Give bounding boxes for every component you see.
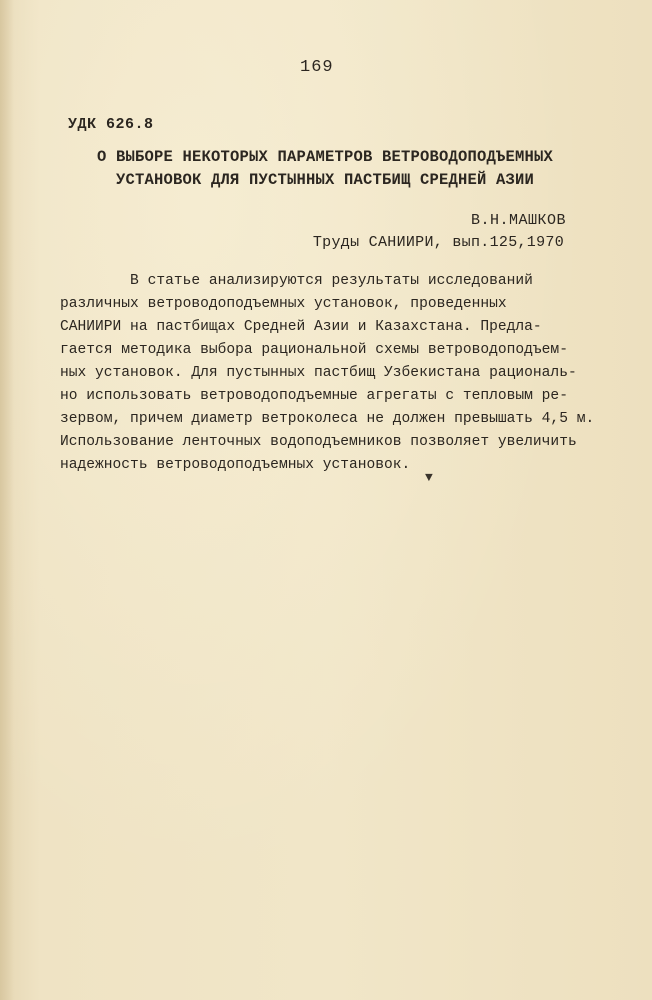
abstract-line: ных установок. Для пустынных пастбищ Узбекистана рациональ- xyxy=(60,365,577,381)
author-name: В.Н.МАШКОВ xyxy=(470,212,566,229)
abstract-line: надежность ветроводоподъемных установок. xyxy=(60,457,411,473)
publication-source: Труды САНИИРИ, вып.125,1970 xyxy=(312,234,564,251)
abstract-line: зервом, причем диаметр ветроколеса не должен превышать 4,5 м. xyxy=(60,411,595,427)
title-line: О ВЫБОРЕ НЕКОТОРЫХ ПАРАМЕТРОВ ВЕТРОВОДОПОДЪЕМНЫХ xyxy=(96,148,554,166)
abstract-line: гается методика выбора рациональной схемы ветроводоподъем- xyxy=(60,342,568,358)
udk-code: УДК 626.8 xyxy=(68,116,154,133)
ink-mark: ▼ xyxy=(425,470,433,485)
abstract-line: но использовать ветроводоподъемные агрегаты с тепловым ре- xyxy=(60,388,568,404)
abstract-line: В статье анализируются результаты исследований xyxy=(60,273,533,289)
title-line: УСТАНОВОК ДЛЯ ПУСТЫННЫХ ПАСТБИЩ СРЕДНЕЙ АЗИИ xyxy=(115,171,535,189)
abstract-line: различных ветроводоподъемных установок, проведенных xyxy=(60,296,507,312)
abstract-line: Использование ленточных водоподъемников позволяет увеличить xyxy=(60,434,577,450)
article-title xyxy=(60,146,590,192)
page-edge-shadow xyxy=(0,0,14,1000)
abstract-line: САНИИРИ на пастбищах Средней Азии и Казахстана. Предла- xyxy=(60,319,542,335)
page-number: 169 xyxy=(300,58,334,77)
abstract-text xyxy=(60,270,620,477)
